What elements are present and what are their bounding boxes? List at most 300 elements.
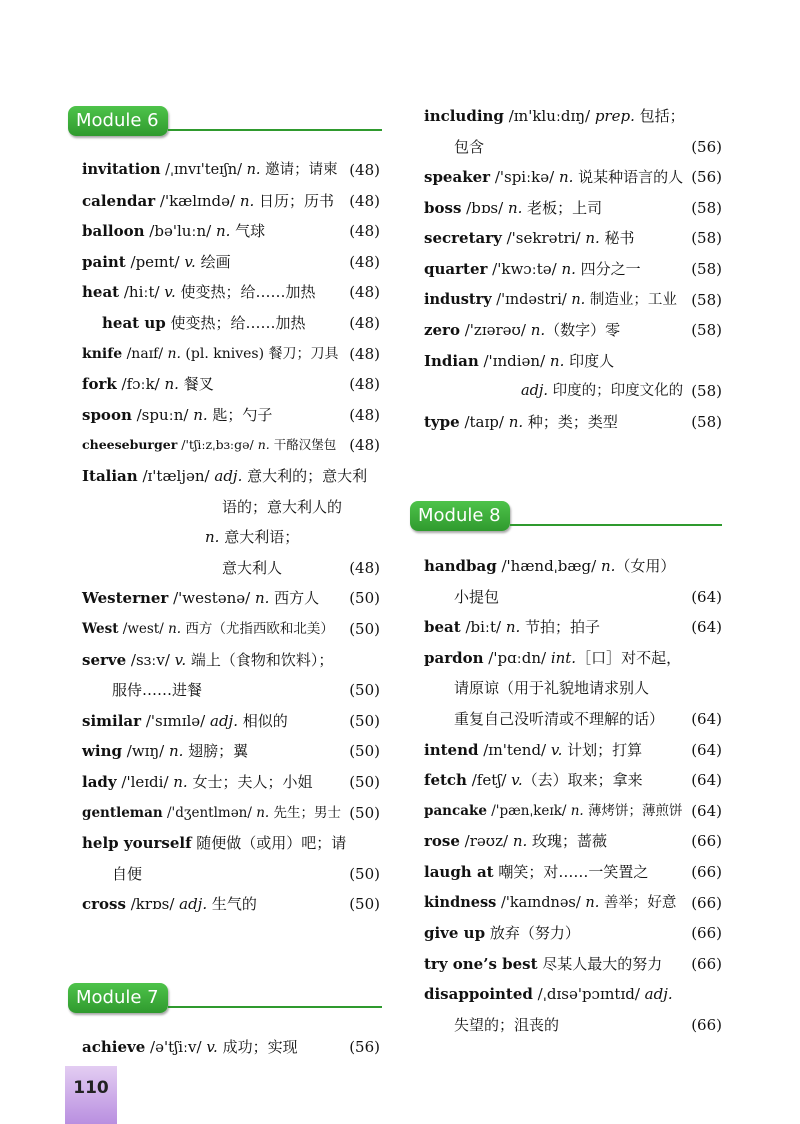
vocab-entry — [82, 216, 380, 246]
entry-text — [424, 223, 635, 253]
headword: quarter — [424, 260, 488, 278]
page-reference: (56) — [349, 1038, 380, 1056]
entry-text — [82, 277, 316, 307]
vocab-entry — [424, 888, 722, 918]
vocab-entry — [82, 583, 380, 613]
entry-text — [82, 430, 336, 460]
vocab-entry — [82, 339, 380, 369]
entry-text — [424, 193, 602, 223]
page-reference: (50) — [349, 773, 380, 791]
entry-text — [82, 339, 339, 369]
entry-text — [521, 376, 683, 406]
pronunciation: /'sekrətri/ — [501, 229, 586, 248]
pronunciation: 请原谅（用于礼貌地请求别人 — [454, 679, 650, 698]
definition: （女用） — [615, 557, 676, 575]
vocab-entry — [82, 430, 380, 460]
headword: speaker — [424, 168, 491, 187]
page-reference: (64) — [691, 618, 722, 637]
definition: 包括； — [634, 107, 685, 125]
vocab-entry — [424, 735, 722, 765]
part-of-speech: n. — [507, 198, 523, 217]
pronunciation: /'ɪndiən/ — [478, 351, 550, 370]
definition: 使变热；给……加热 — [175, 283, 316, 302]
pronunciation: /'spiːkə/ — [490, 168, 559, 187]
pronunciation: 包含 — [454, 137, 485, 156]
definition: 干酪汉堡包 — [269, 437, 337, 453]
definition: 气球 — [230, 222, 266, 241]
module-7-header — [68, 983, 382, 1017]
headword: balloon — [82, 222, 145, 241]
vocab-entry — [424, 315, 722, 345]
definition: 日历；历书 — [254, 191, 335, 210]
page-reference: (48) — [349, 222, 380, 241]
headword: intend — [424, 740, 479, 759]
headword: spoon — [82, 405, 132, 424]
headword: fork — [82, 375, 117, 394]
pronunciation: /'pɑːdn/ — [483, 648, 551, 667]
headword: industry — [424, 290, 492, 308]
page-reference: (48) — [349, 314, 380, 332]
headword: rose — [424, 832, 460, 851]
entry-text — [82, 369, 214, 399]
pronunciation: /ɪn'kluːdɪŋ/ — [503, 107, 595, 125]
vocab-entry — [424, 254, 722, 284]
pronunciation: /'pænˌkeɪk/ — [486, 802, 571, 819]
page-reference: (66) — [691, 1016, 722, 1034]
definition: （去）取来；拿来 — [522, 771, 643, 790]
part-of-speech: n. — [168, 621, 182, 637]
headword: similar — [82, 711, 142, 730]
headword: heat — [82, 283, 120, 302]
headword: disappointed — [424, 985, 533, 1004]
headword: heat up — [102, 314, 166, 332]
definition: 计划；打算 — [562, 740, 643, 759]
definition: 节拍；拍子 — [520, 618, 601, 637]
definition: ［口］对不起， — [576, 648, 682, 667]
entry-text — [424, 765, 643, 795]
entry-text — [82, 645, 333, 675]
page-reference: (48) — [349, 344, 380, 363]
page-reference: (66) — [691, 893, 722, 912]
definition: 意大利的；意大利 — [242, 467, 368, 485]
definition: 秘书 — [599, 229, 635, 248]
vocab-entry — [82, 736, 380, 766]
headword: paint — [82, 252, 126, 271]
definition: 印度的；印度文化的 — [548, 383, 684, 400]
part-of-speech: n. — [239, 191, 255, 210]
definition: 相似的 — [237, 711, 288, 730]
pronunciation: 意大利人 — [222, 558, 283, 577]
pronunciation: /'kælɪndə/ — [155, 191, 240, 210]
vocab-entry — [82, 400, 380, 430]
headword: secretary — [424, 229, 502, 248]
entry-text — [454, 132, 484, 162]
definition: 先生；男士 — [269, 804, 342, 821]
page-reference: (50) — [349, 803, 380, 822]
headword: West — [82, 621, 119, 637]
vocab-entry — [424, 826, 722, 856]
part-of-speech: n. — [167, 345, 181, 362]
part-of-speech: v. — [164, 283, 176, 302]
definition: 薄烤饼；薄煎饼 — [583, 802, 683, 819]
pronunciation: /'ɪndəstri/ — [491, 291, 572, 308]
pronunciation: 使变热；给……加热 — [165, 314, 306, 332]
page-reference: (50) — [349, 589, 380, 608]
vocab-entry — [82, 186, 380, 216]
part-of-speech: v. — [184, 252, 196, 271]
headword: knife — [82, 345, 123, 362]
page-reference: (48) — [349, 405, 380, 424]
page-reference: (58) — [691, 382, 722, 401]
vocab-entry — [222, 492, 380, 522]
vocab-entry — [454, 673, 722, 703]
vocab-entry — [424, 407, 722, 437]
entry-text — [222, 553, 282, 583]
pronunciation: /bɒs/ — [461, 198, 508, 217]
part-of-speech: n. — [246, 162, 261, 178]
headword: fetch — [424, 771, 467, 790]
headword: pancake — [424, 802, 487, 819]
pronunciation: /ə'tʃiːv/ — [145, 1038, 207, 1056]
page-reference: (50) — [349, 864, 380, 883]
headword: zero — [424, 321, 460, 340]
vocab-entry — [82, 247, 380, 277]
headword: beat — [424, 618, 461, 637]
pronunciation: /taɪp/ — [459, 413, 509, 431]
vocab-entry — [424, 162, 722, 192]
pronunciation: /fɔːk/ — [116, 375, 165, 394]
entry-text — [82, 1032, 298, 1062]
page-reference: (48) — [349, 283, 380, 302]
entry-text — [424, 796, 683, 826]
definition: 邀请；请柬 — [260, 162, 338, 178]
entry-text — [424, 918, 580, 948]
pronunciation: /hiːt/ — [119, 283, 165, 302]
entry-text — [82, 767, 312, 797]
page-reference: (58) — [691, 260, 722, 278]
definition: 西方（尤指西欧和北美） — [181, 621, 334, 637]
vocab-entry — [424, 223, 722, 253]
entry-text — [424, 407, 618, 437]
page-reference: (64) — [691, 771, 722, 790]
pronunciation: /'leɪdi/ — [116, 773, 174, 791]
vocab-entry — [82, 706, 380, 736]
entry-text — [424, 315, 620, 345]
headword: laugh at — [424, 863, 494, 881]
part-of-speech: n. — [205, 528, 220, 547]
part-of-speech: v. — [206, 1038, 218, 1056]
headword: help yourself — [82, 834, 192, 853]
definition: (pl. knives) 餐刀；刀具 — [180, 345, 339, 362]
headword: achieve — [82, 1038, 146, 1056]
part-of-speech: n. — [508, 413, 524, 431]
part-of-speech: n. — [600, 557, 616, 575]
pronunciation: /'kwɔːtə/ — [487, 260, 562, 278]
pronunciation: /fetʃ/ — [466, 771, 512, 790]
headword: try one’s best — [424, 954, 538, 973]
headword: cheeseburger — [82, 437, 178, 453]
part-of-speech: int. — [550, 648, 577, 667]
page-reference: (66) — [691, 924, 722, 943]
vocab-entry — [424, 857, 722, 887]
vocab-entry — [82, 798, 380, 828]
pronunciation: /naɪf/ — [122, 345, 168, 362]
page-reference: (56) — [691, 137, 722, 156]
entry-text — [102, 308, 306, 338]
entry-text — [82, 706, 288, 736]
vocab-entry — [521, 376, 722, 406]
definition: 玫瑰；蔷薇 — [527, 832, 608, 851]
module-badge: Module 6 — [68, 106, 168, 136]
page-reference: (48) — [349, 558, 380, 577]
page-reference: (50) — [349, 711, 380, 730]
part-of-speech: v. — [174, 650, 187, 669]
headword: kindness — [424, 893, 497, 911]
divider — [168, 1006, 382, 1008]
vocab-entry — [112, 675, 380, 705]
vocab-entry — [424, 551, 722, 581]
pronunciation: /'tʃiːzˌbɜːgə/ — [177, 437, 258, 453]
vocab-entry — [424, 643, 722, 673]
page-reference: (64) — [691, 710, 722, 728]
entry-text — [82, 889, 257, 919]
module-badge: Module 7 — [68, 983, 168, 1013]
headword: gentleman — [82, 804, 163, 821]
vocab-entry — [424, 193, 722, 223]
pronunciation: /spuːn/ — [131, 405, 194, 424]
page-reference: (58) — [691, 229, 722, 248]
vocab-entry — [82, 461, 380, 491]
part-of-speech: n. — [585, 229, 600, 248]
part-of-speech: n. — [549, 351, 565, 370]
page-reference: (58) — [691, 198, 722, 217]
part-of-speech: n. — [193, 405, 208, 424]
headword: type — [424, 413, 460, 431]
part-of-speech: adj. — [210, 711, 238, 730]
vocab-entry — [82, 645, 380, 675]
divider — [510, 524, 722, 526]
entry-text — [424, 254, 641, 284]
vocab-entry — [82, 369, 380, 399]
pronunciation: /krɒs/ — [125, 895, 180, 914]
page-reference: (48) — [349, 375, 380, 394]
headword: boss — [424, 198, 462, 217]
pronunciation: 嘲笑；对……一笑置之 — [493, 863, 649, 881]
entry-text — [424, 735, 642, 765]
definition: 匙；勺子 — [207, 405, 273, 424]
vocab-entry — [454, 704, 722, 734]
part-of-speech: n. — [530, 321, 546, 340]
pronunciation: /'hændˌbæg/ — [496, 557, 601, 575]
page-reference: (58) — [691, 290, 722, 309]
vocab-entry — [82, 1032, 380, 1062]
pronunciation: /'dʒentlmən/ — [162, 804, 257, 821]
definition: 成功；实现 — [217, 1038, 298, 1056]
pronunciation: 随便做（或用）吧；请 — [191, 834, 347, 853]
page-reference: (50) — [349, 620, 380, 638]
page-reference: (48) — [349, 191, 380, 210]
vocab-entry — [424, 949, 722, 979]
entry-text — [82, 736, 248, 766]
part-of-speech: v. — [511, 771, 523, 790]
entry-text — [222, 492, 342, 522]
definition: 女士；夫人；小姐 — [187, 773, 313, 791]
vocab-entry — [424, 979, 722, 1009]
headword: serve — [82, 650, 127, 669]
pronunciation: /wɪŋ/ — [122, 742, 169, 761]
entry-text — [82, 583, 319, 613]
definition: 意大利语； — [219, 528, 300, 547]
vocab-entry — [205, 522, 380, 552]
pronunciation: /'kaɪndnəs/ — [496, 894, 586, 911]
definition: 端上（食物和饮料）； — [186, 650, 334, 669]
pronunciation: 失望的；沮丧的 — [454, 1016, 560, 1034]
pronunciation: /rəʊz/ — [459, 832, 513, 851]
definition: 说某种语言的人 — [573, 168, 684, 187]
vocab-entry — [82, 614, 380, 644]
entry-text — [82, 400, 272, 430]
entry-text — [454, 582, 499, 612]
entry-text — [424, 857, 648, 887]
module-badge: Module 8 — [410, 501, 510, 531]
part-of-speech: prep. — [594, 107, 635, 125]
pronunciation: 服侍……进餐 — [112, 681, 203, 700]
part-of-speech: n. — [561, 260, 576, 278]
page-reference: (58) — [691, 321, 722, 340]
definition: 绘画 — [195, 252, 231, 271]
part-of-speech: n. — [256, 804, 270, 821]
entry-text — [424, 979, 673, 1009]
pronunciation: /bə'luːn/ — [144, 222, 216, 241]
vocab-entry — [82, 155, 380, 185]
entry-text — [82, 461, 367, 491]
vocab-entry — [82, 828, 380, 858]
vocab-entry — [424, 918, 722, 948]
vocab-entry — [222, 553, 380, 583]
pronunciation: /ɪ'tæljən/ — [137, 467, 215, 485]
part-of-speech: n. — [215, 222, 231, 241]
pronunciation: /ˌdɪsə'pɔɪntɪd/ — [532, 985, 645, 1004]
page-reference: (48) — [349, 161, 380, 179]
entry-text — [82, 828, 346, 858]
entry-text — [424, 826, 607, 856]
vocab-entry — [424, 285, 722, 315]
vocab-entry — [424, 346, 722, 376]
page-reference: (64) — [691, 801, 722, 820]
pronunciation: /sɜːv/ — [126, 650, 175, 669]
vocab-entry — [82, 889, 380, 919]
page-reference: (48) — [349, 252, 380, 271]
pronunciation: 小提包 — [454, 587, 500, 606]
entry-text — [424, 612, 600, 642]
module-8-header — [410, 501, 722, 535]
entry-text — [424, 888, 676, 918]
headword: Italian — [82, 467, 138, 485]
entry-text — [112, 859, 142, 889]
headword: including — [424, 107, 504, 125]
pronunciation: 语的；意大利人的 — [222, 497, 343, 516]
definition: （数字）零 — [545, 321, 621, 340]
entry-text — [424, 346, 614, 376]
pronunciation: 放弃（努力） — [485, 924, 580, 943]
entry-text — [82, 614, 334, 644]
page-reference: (50) — [349, 895, 380, 914]
page-reference: (50) — [349, 742, 380, 761]
definition: 西方人 — [269, 589, 320, 608]
part-of-speech: n. — [585, 894, 600, 911]
part-of-speech: v. — [550, 740, 563, 759]
entry-text — [424, 162, 683, 192]
entry-text — [82, 186, 334, 216]
vocab-entry — [112, 859, 380, 889]
page-reference: (64) — [691, 587, 722, 606]
part-of-speech: n. — [558, 168, 574, 187]
headword: cross — [82, 895, 126, 914]
part-of-speech: n. — [168, 742, 184, 761]
entry-text — [112, 675, 202, 705]
definition: 翅膀；翼 — [183, 742, 249, 761]
part-of-speech: adj. — [214, 467, 243, 485]
vocab-entry — [454, 132, 722, 162]
entry-text — [82, 155, 338, 185]
vocab-entry — [424, 101, 722, 131]
part-of-speech: n. — [570, 802, 584, 819]
pronunciation: /ˌɪnvɪ'teɪʃn/ — [160, 162, 247, 178]
vocab-entry — [424, 796, 722, 826]
entry-text — [424, 643, 681, 673]
part-of-speech: n. — [254, 589, 270, 608]
page-reference: (66) — [691, 954, 722, 973]
headword: lady — [82, 773, 117, 791]
entry-text — [424, 949, 662, 979]
entry-text — [205, 522, 299, 552]
pronunciation: 重复自己没听清或不理解的话） — [454, 710, 665, 728]
page-reference: (58) — [691, 413, 722, 431]
part-of-speech: adj. — [179, 895, 208, 914]
pronunciation: /'zɪərəʊ/ — [459, 321, 531, 340]
entry-text — [82, 216, 265, 246]
part-of-speech: n. — [164, 375, 179, 394]
vocab-entry — [454, 582, 722, 612]
page-reference: (48) — [349, 436, 380, 455]
page-number: 110 — [65, 1066, 117, 1124]
page-reference: (66) — [691, 832, 722, 851]
definition: 四分之一 — [575, 260, 641, 278]
page-reference: (66) — [691, 863, 722, 881]
headword: pardon — [424, 648, 484, 667]
page-reference: (56) — [691, 168, 722, 187]
entry-text — [454, 673, 649, 703]
part-of-speech: n. — [571, 291, 586, 308]
pronunciation: /peɪnt/ — [125, 252, 185, 271]
definition: 印度人 — [564, 351, 615, 370]
entry-text — [454, 704, 664, 734]
headword: invitation — [82, 161, 161, 178]
part-of-speech: n. — [512, 832, 528, 851]
vocab-entry — [82, 767, 380, 797]
part-of-speech: n. — [257, 437, 270, 453]
part-of-speech: n. — [505, 618, 521, 637]
definition: 生气的 — [207, 895, 257, 914]
definition: 老板；上司 — [522, 198, 603, 217]
pronunciation: /west/ — [118, 621, 169, 637]
entry-text — [424, 285, 677, 315]
headword: wing — [82, 742, 123, 761]
part-of-speech: n. — [173, 773, 188, 791]
vocab-entry — [424, 612, 722, 642]
pronunciation: 尽某人最大的努力 — [537, 954, 663, 973]
page-reference: (64) — [691, 740, 722, 759]
